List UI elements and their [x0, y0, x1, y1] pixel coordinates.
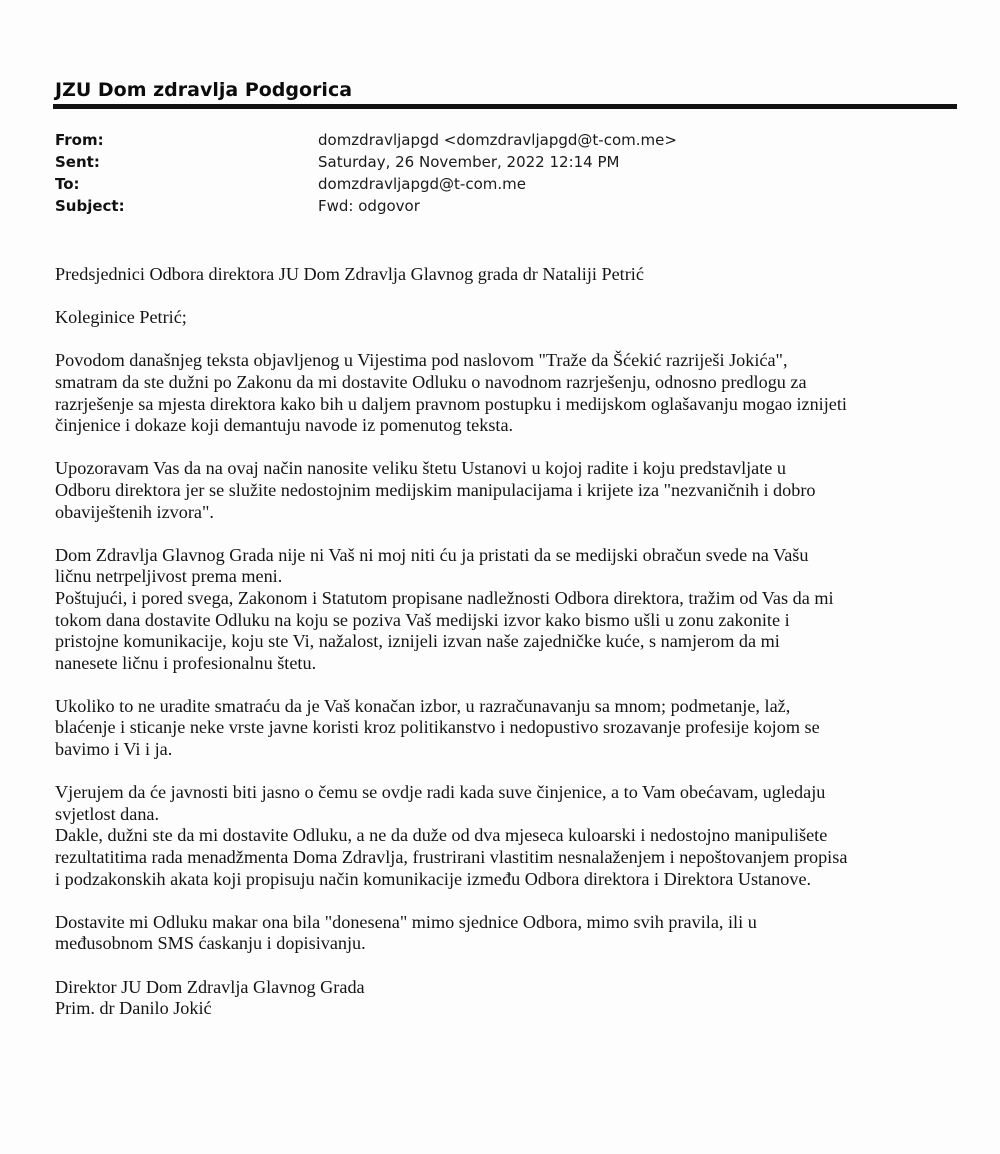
subject-label: Subject:	[55, 197, 125, 215]
paragraph-6: Vjerujem da će javnosti biti jasno o čemu se ovdje radi kada suve činjenice, a to Vam obećavam, ugledaju svjetlost dana.	[55, 782, 826, 824]
paragraph-7: Dakle, dužni ste da mi dostavite Odluku, a ne da duže od dva mjeseca kuloarski i nedostojno manipulišete rezultatitima rada menadžmenta Doma Zdravlja, frustrirani vlastitim nesnalaženjem i nepoštovanjem propisa i podzakonskih akata koji propisuju način komunikacije između Odbora direktora i Direktora Ustanove.	[55, 825, 848, 889]
subject-value: Fwd: odgovor	[318, 197, 420, 215]
signature-title: Direktor JU Dom Zdravlja Glavnog Grada	[55, 976, 365, 997]
sent-label: Sent:	[55, 153, 100, 171]
paragraph-8: Dostavite mi Odluku makar ona bila "donesena" mimo sjednice Odbora, mimo svih pravila, ili u međusobnom SMS ćaskanju i dopisivanju.	[55, 911, 757, 954]
from-label: From:	[55, 131, 104, 149]
paragraph-4: Poštujući, i pored svega, Zakonom i Statutom propisane nadležnosti Odbora direktora, tražim od Vas da mi tokom dana dostavite Odluku na koju se poziva Vaš medijski izvor kako bismo ušli u zonu zakonite i pristojne komunikacije, koju ste Vi, nažalost, iznijeli izvan naše zajedničke kuće, s namjerom da mi nanesete ličnu i profesionalnu štetu.	[55, 587, 834, 673]
signature-name: Prim. dr Danilo Jokić	[55, 998, 212, 1019]
to-row	[55, 173, 677, 195]
organization-title: JZU Dom zdravlja Podgorica	[55, 79, 353, 101]
from-row	[55, 129, 677, 151]
from-value: domzdravljapgd <domzdravljapgd@t-com.me>	[318, 131, 677, 149]
addressee-line: Predsjednici Odbora direktora JU Dom Zdravlja Glavnog grada dr Nataliji Petrić	[55, 264, 644, 284]
email-header	[55, 129, 677, 217]
subject-row	[55, 195, 677, 217]
paragraph-2: Upozoravam Vas da na ovaj način nanosite veliku štetu Ustanovi u kojoj radite i koju predstavljate u Odboru direktora jer se služite nedostojnim medijskim manipulacijama i krijete iza "nezvaničnih i dobro obaviještenih izvora".	[55, 458, 816, 522]
to-label: To:	[55, 175, 80, 193]
paragraph-3: Dom Zdravlja Glavnog Grada nije ni Vaš ni moj niti ću ja pristati da se medijski obračun svede na Vašu ličnu netrpeljivost prema meni.	[55, 544, 809, 587]
to-value: domzdravljapgd@t-com.me	[318, 175, 526, 193]
title-divider	[53, 104, 957, 109]
sent-value: Saturday, 26 November, 2022 12:14 PM	[318, 153, 620, 171]
sent-row	[55, 151, 677, 173]
paragraph-5: Ukoliko to ne uradite smatraću da je Vaš konačan izbor, u razračunavanju sa mnom; podmetanje, laž, blaćenje i sticanje neke vrste javne koristi kroz politikanstvo i nedopustivo srozavanje profesije kojom se bavimo i Vi i ja.	[55, 695, 820, 760]
greeting-line: Koleginice Petrić;	[55, 307, 187, 328]
email-body	[55, 264, 965, 1020]
paragraph-1: Povodom današnjeg teksta objavljenog u Vijestima pod naslovom "Traže da Šćekić razriješi Jokića", smatram da ste dužni po Zakonu da mi dostavite Odluku o navodnom razrješenju, odnosno predlogu za razrješenje sa mjesta direktora kako bih u daljem pravnom postupku i medijskom oglašavanju mogao iznijeti činjenice i dokaze koji demantuju navode iz pomenutog teksta.	[55, 350, 847, 436]
